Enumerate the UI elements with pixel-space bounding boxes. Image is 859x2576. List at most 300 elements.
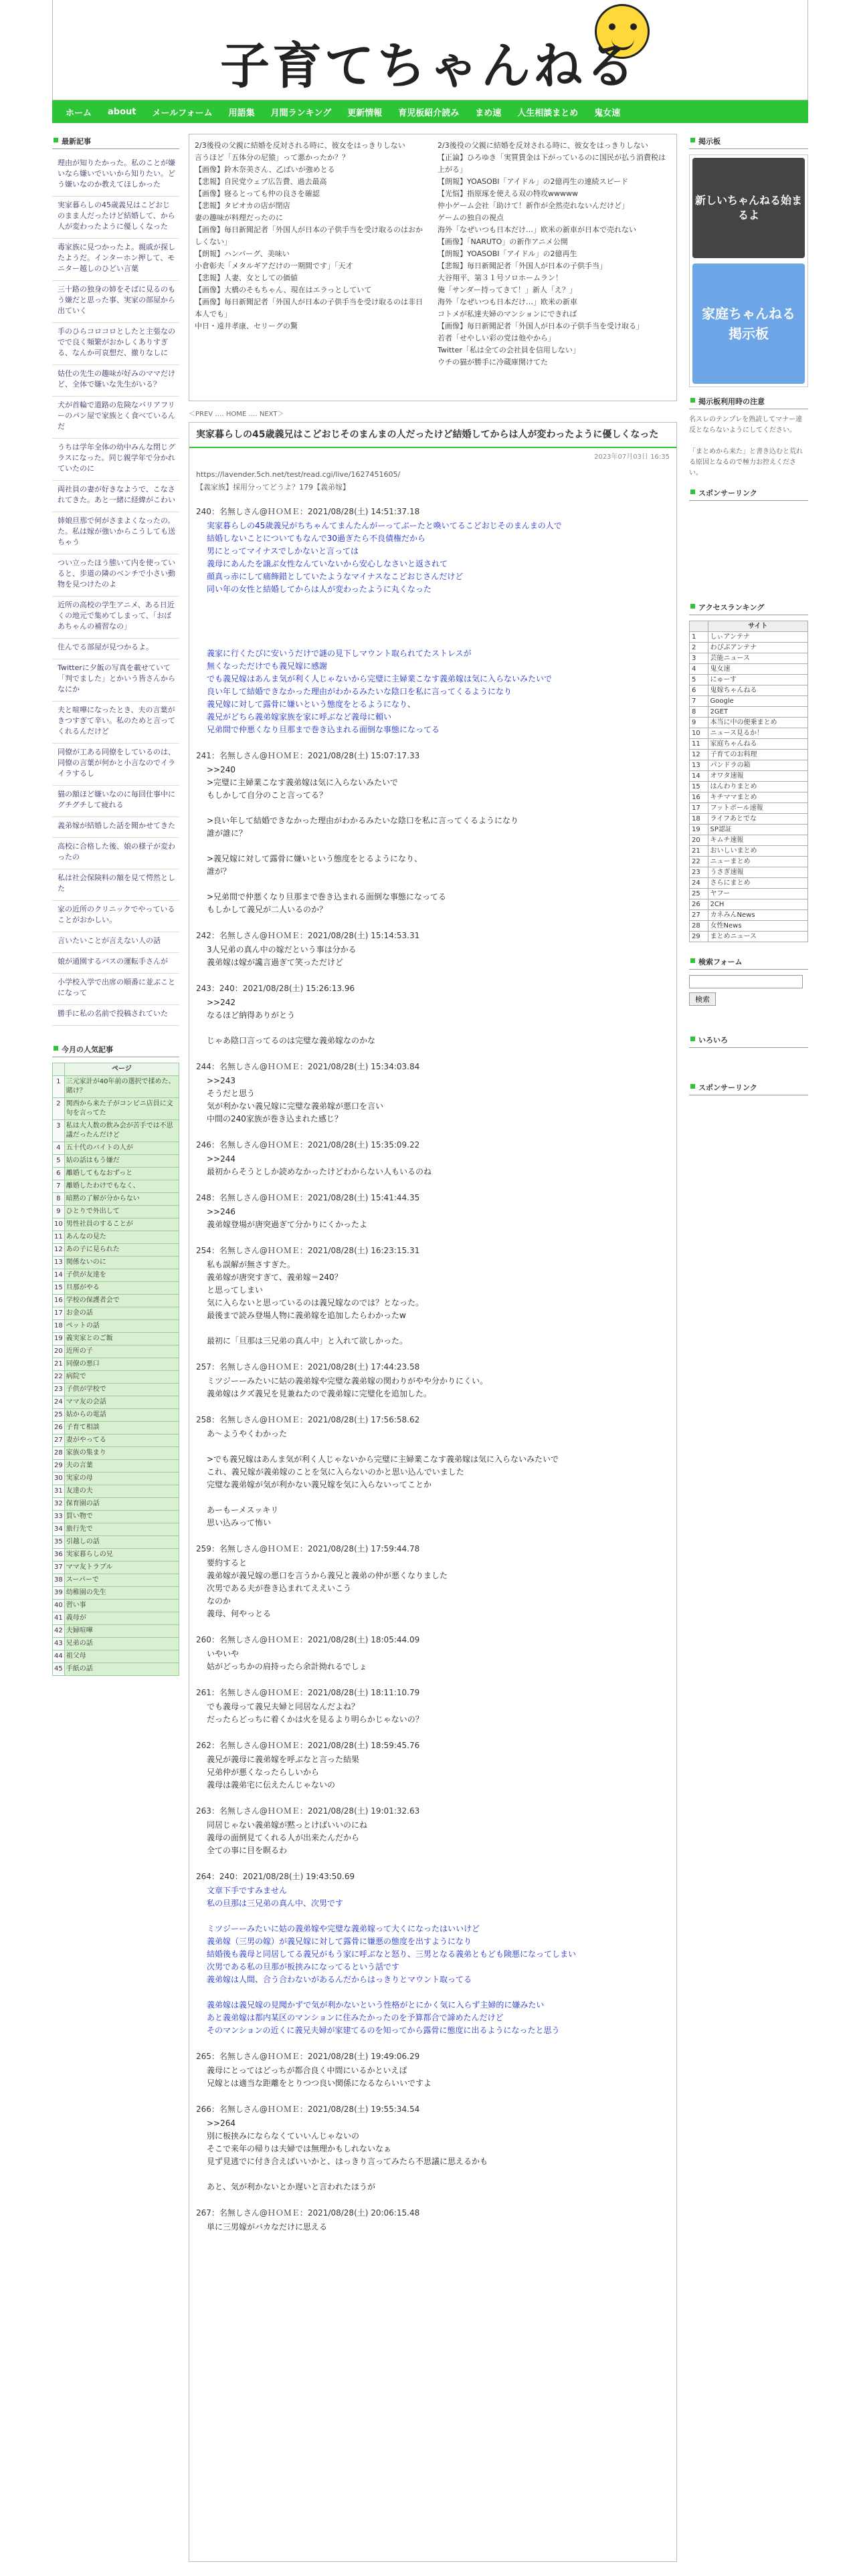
rank-row <box>690 825 808 835</box>
prev-next-nav[interactable]: ＜PREV ‥‥ HOME ‥‥ NEXT＞ <box>189 411 284 418</box>
post <box>189 1241 676 1357</box>
popular-article-link[interactable]: 祖父母 <box>64 1650 179 1663</box>
headline-link[interactable]: 【画像】「NARUTO」の新作アニメ公開 <box>438 237 568 246</box>
rank-num: 11 <box>690 739 708 750</box>
popular-rank-num: 15 <box>53 1282 65 1295</box>
rank-num: 19 <box>690 825 708 835</box>
rank-num: 9 <box>690 718 708 728</box>
rank-row <box>690 846 808 857</box>
headline-link[interactable]: 【画像】大橋のそもちゃん、現在はエラっとしていて <box>195 286 372 294</box>
popular-article-link[interactable]: 幼稚園の先生 <box>64 1587 179 1600</box>
nav-item[interactable]: 月間ランキング <box>270 108 332 118</box>
post-body: >>243 そうだと思う 気が利かない義兄嫁に完璧な義弟嫁が悪口を言い 中間の240家族が巻き込まれた感じ？ <box>207 1076 384 1123</box>
rank-site-link[interactable]: ライフあとでな <box>708 814 807 825</box>
rank-num: 17 <box>690 803 708 814</box>
recent-article-link[interactable]: 住んでる部屋が見つかるよ。 <box>52 639 179 659</box>
popular-row <box>53 1142 179 1155</box>
rank-site-link[interactable]: はんわりまとめ <box>708 782 807 792</box>
popular-row <box>53 1663 179 1676</box>
popular-rank-num: 39 <box>53 1587 65 1600</box>
popular-col-page: ページ <box>64 1063 179 1076</box>
headline-link[interactable]: 2/3後役の父親に結婚を反対される時に、彼女をはっきりしない <box>195 141 405 150</box>
post <box>189 2046 676 2099</box>
rank-site-link[interactable]: キムチ速報 <box>708 835 807 846</box>
popular-article-link[interactable]: ママ友の会話 <box>64 1396 179 1409</box>
popular-row <box>53 1549 179 1562</box>
popular-article-link[interactable]: 実家の母 <box>64 1473 179 1485</box>
site-logo[interactable]: 子育てちゃんねる <box>220 37 638 95</box>
popular-rank-num: 26 <box>53 1422 65 1434</box>
popular-row <box>53 1358 179 1371</box>
headline-link[interactable]: 中日・遠井孝康、セリーグの驚 <box>195 322 298 330</box>
rank-site-link[interactable]: Google <box>708 696 807 707</box>
popular-row <box>53 1587 179 1600</box>
post <box>189 1866 676 2046</box>
headline-col-2 <box>438 140 671 395</box>
post <box>189 1057 676 1135</box>
popular-rank-num: 4 <box>53 1142 65 1155</box>
popular-article-link[interactable]: 病院で <box>64 1371 179 1384</box>
nav-item[interactable]: 更新情報 <box>347 108 383 118</box>
popular-row <box>53 1460 179 1473</box>
article <box>189 422 677 2562</box>
headline-link[interactable]: 【悲報】タピオカの店が閉店 <box>195 201 290 210</box>
post-body: あ〜ようやくわかった >でも義兄嫁はあんま気が利く人じゃないから完璧に主婦業こなす義弟嫁は気に入らないみたいで これ、義兄嫁が義弟嫁のことを気に入らないのかと思い込んでいました 完璧な義弟嫁が気が利かない義兄嫁を気に入らないってことか あーもーメスッキリ 思い込みって怖い <box>207 1429 559 1527</box>
recent-article-link[interactable]: 姑仕の先生の趣味が好みのママだけど、全体で嫌いな先生がいる？ <box>52 365 179 397</box>
rank-row <box>690 932 808 942</box>
rank-site-link[interactable]: 2CH <box>708 899 807 910</box>
popular-row <box>53 1409 179 1422</box>
rank-num: 6 <box>690 685 708 696</box>
links-heading: いろいろ <box>689 1033 808 1048</box>
rank-num: 15 <box>690 782 708 792</box>
access-rank-heading: アクセスランキング <box>689 600 808 615</box>
sponsor-slot <box>689 506 808 600</box>
rank-num: 24 <box>690 878 708 889</box>
rank-row <box>690 782 808 792</box>
popular-rank-num: 9 <box>53 1206 65 1218</box>
popular-rank-num: 3 <box>53 1120 65 1142</box>
popular-article-link[interactable]: 姑の話はもう嫌だ <box>64 1155 179 1168</box>
popular-rank-num: 24 <box>53 1396 65 1409</box>
popular-row <box>53 1282 179 1295</box>
new-channel-banner[interactable]: 新しいちゃんねる始まるよ <box>692 158 805 258</box>
popular-rank-num: 44 <box>53 1650 65 1663</box>
rank-site-link[interactable]: キチママまとめ <box>708 792 807 803</box>
post <box>189 978 676 1057</box>
global-nav <box>52 100 808 123</box>
popular-article-link[interactable]: 夫婦喧嘩 <box>64 1625 179 1638</box>
nav-item[interactable]: 用語集 <box>228 108 255 118</box>
recent-article-link[interactable]: 小学校入学で出席の順番に並ぶことになって <box>52 974 179 1005</box>
post <box>189 1410 676 1539</box>
popular-article-link[interactable]: 引越しの話 <box>64 1536 179 1549</box>
search-heading: 検索フォーム <box>689 954 808 970</box>
headline-link[interactable]: 【朗報】ハンバーグ、美味い <box>195 249 290 258</box>
popular-article-link[interactable]: 家族の集まり <box>64 1447 179 1460</box>
rank-site-link[interactable]: 2GET <box>708 707 807 718</box>
search-button[interactable]: 検索 <box>689 992 716 1006</box>
recent-article-link[interactable]: 実家暮らしの45歳義兄はこどおじのまま人だったけど結婚して、から人が変わったように優しくなった <box>52 197 179 239</box>
post-body: >>264 別に板挟みにならなくていいんじゃないの そこで来年の帰りは夫婦では無理かもしれないなぁ 見ず見逃でに付き合えばいいかと、はっきり言ってみたら不思議に思えるかも あと、気が利かないとか遅いと言われたほうが <box>207 2119 488 2191</box>
headline-link[interactable]: ゲームの独自の視点 <box>438 213 504 222</box>
popular-row <box>53 1638 179 1650</box>
popular-rank-num: 8 <box>53 1193 65 1206</box>
popular-rank-num: 5 <box>53 1155 65 1168</box>
recent-article-link[interactable]: 夫と喧嘩になったとき、夫の言葉がきつすぎて辛い。私のためと言ってくれるんだけど <box>52 702 179 744</box>
post-body: 義兄が義母に義弟嫁を呼ぶなと言った結果 兄弟仲が悪くなったらしいから 義母は義弟宅に伝えたんじゃないの <box>207 1755 360 1790</box>
popular-rank-num: 13 <box>53 1257 65 1269</box>
rank-site-link[interactable]: にゅーす <box>708 675 807 685</box>
popular-row <box>53 1295 179 1307</box>
popular-article-link[interactable]: 三元家計が40年前の選択で揉めた、賭け？ <box>64 1076 179 1098</box>
headline-link[interactable]: 【光悩】指原琢を使える双の特攻wwwww <box>438 189 578 198</box>
popular-article-link[interactable]: 近所の子 <box>64 1346 179 1358</box>
recent-article-link[interactable]: 義弟嫁が結婚した話を聞かせてきた <box>52 817 179 838</box>
headline-link[interactable]: 【画像】毎日新聞記者「外国人が日本の子供手当を受け取るのは非日本人でも」 <box>195 298 423 318</box>
popular-article-link[interactable]: 子育て相談 <box>64 1422 179 1434</box>
post-header: 259：名無しさん@ＨＯＭＥ：2021/08/28(土) 17:59:44.78 <box>196 1544 420 1553</box>
headline-link[interactable]: 小倉彰夫「メタルギアだけの一期間です」「天才 <box>195 261 353 270</box>
recent-article-link[interactable]: 娘が通園するバスの運転手さんが <box>52 953 179 974</box>
popular-article-link[interactable]: 姑からの電話 <box>64 1409 179 1422</box>
headline-link[interactable]: 【朗報】YOASOBI「アイドル」の2億再生 <box>438 249 577 258</box>
rank-site-link[interactable]: おいしいまとめ <box>708 846 807 857</box>
recent-article-link[interactable]: 高校に合格した後、娘の様子が変わったの <box>52 838 179 869</box>
headline-link[interactable]: 2/3後役の父親に結婚を反対される時に、彼女をはっきりしない <box>438 141 648 150</box>
popular-article-link[interactable]: 義実家とのご飯 <box>64 1333 179 1346</box>
popular-row <box>53 1320 179 1333</box>
popular-rank-num: 25 <box>53 1409 65 1422</box>
post <box>189 1539 676 1630</box>
rank-site-link[interactable]: カネみんNews <box>708 910 807 921</box>
source-thread: 【義家族】採用分ってどうよ？179【義弟嫁】 <box>196 483 350 492</box>
rank-site-link[interactable]: ニューまとめ <box>708 857 807 867</box>
rank-row <box>690 632 808 643</box>
source-url[interactable]: https://lavender.5ch.net/test/read.cgi/live/1627451605/ <box>196 470 401 479</box>
recent-article-link[interactable]: 猫の額ほど嫌いなのに毎回仕事中にグチグチして疲れる <box>52 786 179 817</box>
rank-site-link[interactable]: うさぎ速報 <box>708 867 807 878</box>
post <box>189 2099 676 2203</box>
recent-article-link[interactable]: つい立ったほう態いて内を使っていると、歩道の隣のベンチで小さい動物を見つけたのよ <box>52 554 179 597</box>
popular-rank-num: 43 <box>53 1638 65 1650</box>
popular-row <box>53 1447 179 1460</box>
sponsor2-heading: スポンサーリンク <box>689 1080 808 1095</box>
article-date: 2023年07月03日 16:35 <box>594 453 670 461</box>
post-list <box>189 502 676 2243</box>
post-header: 241：名無しさん@ＨＯＭＥ：2021/08/28(土) 15:07:17.33 <box>196 751 420 760</box>
rank-site-link[interactable]: 鬼嫁ちゃんねる <box>708 685 807 696</box>
rank-site-link[interactable]: 鬼女速 <box>708 664 807 675</box>
headline-link[interactable]: 【画像】鈴木奈美さん、乙ぱいが強めとる <box>195 165 335 174</box>
rank-site-link[interactable]: ヤフー <box>708 889 807 899</box>
popular-row <box>53 1257 179 1269</box>
headline-link[interactable]: Twitter「私は全ての会社員を信用しない」 <box>438 346 580 354</box>
popular-rank-num: 21 <box>53 1358 65 1371</box>
rank-row <box>690 739 808 750</box>
rank-row <box>690 760 808 771</box>
popular-rank-num: 20 <box>53 1346 65 1358</box>
post <box>189 926 676 978</box>
popular-rank-num: 28 <box>53 1447 65 1460</box>
rank-row <box>690 921 808 932</box>
rank-row <box>690 889 808 899</box>
post-header: 243：240：2021/08/28(土) 15:26:13.96 <box>196 984 355 993</box>
popular-rank-num: 18 <box>53 1320 65 1333</box>
post-body: 義母にとってはどっちが都合良く中間にいるかといえば 兄嫁とは適当な距離をとりつつ良い関係になるならいいですよ <box>207 2066 432 2088</box>
popular-rank-num: 35 <box>53 1536 65 1549</box>
popular-article-link[interactable]: 離婚したわけでもなく、 <box>64 1180 179 1193</box>
popular-article-link[interactable]: 五十代のバイトの人が <box>64 1142 179 1155</box>
recent-article-link[interactable]: Twitterに夕飯の写真を載せていて「判でました」とかいう皆さんからなにか <box>52 659 179 702</box>
rank-num: 22 <box>690 857 708 867</box>
post <box>189 746 676 926</box>
rank-row <box>690 718 808 728</box>
popular-rank-num: 45 <box>53 1663 65 1676</box>
rank-site-link[interactable]: 女性News <box>708 921 807 932</box>
headline-link[interactable]: 仲小ゲーム会社「助けて！新作が全然売れないんだけど」 <box>438 201 629 210</box>
rank-site-link[interactable]: ニュース見るか！ <box>708 728 807 739</box>
rank-col-num <box>690 621 708 632</box>
rank-site-link[interactable]: 本当に中の便乗まとめ <box>708 718 807 728</box>
popular-article-link[interactable]: 習い事 <box>64 1600 179 1612</box>
rank-num: 3 <box>690 653 708 664</box>
headline-link[interactable]: 【悲報】毎日新聞記者「外国人が日本の子供手当」 <box>438 261 607 270</box>
rank-site-link[interactable]: フットボール速報 <box>708 803 807 814</box>
recent-article-link[interactable]: 私は社会保険料の額を見て愕然とした <box>52 869 179 901</box>
rank-row <box>690 835 808 846</box>
rank-site-link[interactable]: SP認証 <box>708 825 807 835</box>
post-header: 267：名無しさん@ＨＯＭＥ：2021/08/28(土) 20:06:15.48 <box>196 2208 420 2218</box>
post-header: 244：名無しさん@ＨＯＭＥ：2021/08/28(土) 15:34:03.84 <box>196 1062 420 1071</box>
rank-num: 14 <box>690 771 708 782</box>
popular-article-link[interactable]: あんなの見た <box>64 1231 179 1244</box>
post <box>189 1735 676 1801</box>
rank-row <box>690 653 808 664</box>
board-banners <box>689 154 808 387</box>
headline-link[interactable]: 俺「サンダー持ってきて！」新人「え？」 <box>438 286 577 294</box>
ad-heading: 掲示板 <box>689 134 808 149</box>
popular-article-link[interactable]: お金の話 <box>64 1307 179 1320</box>
rank-row <box>690 664 808 675</box>
recent-article-link[interactable]: 両社員の妻が好きなようで、こなされてきた。あと一緒に経緯がこわい <box>52 481 179 512</box>
rank-site-link[interactable]: わぴぶアンテナ <box>708 643 807 653</box>
nav-item[interactable]: 育児板紹介読み <box>398 108 460 118</box>
popular-article-link[interactable]: 手紙の話 <box>64 1663 179 1676</box>
headline-link[interactable]: 【悲報】自民党ウェブ広告費、過去最高 <box>195 177 327 186</box>
popular-row <box>53 1396 179 1409</box>
recent-article-link[interactable]: 理由が知りたかった。私のことが嫌いなら嫌いでいいから知りたい。どう嫌いなのか教えてほしかった <box>52 154 179 197</box>
recent-article-link[interactable]: 近所の高校の学生アニメ、ある日近くの地元で集めてしまって、「おばあちゃんの補習なの」 <box>52 597 179 639</box>
popular-article-link[interactable]: 子供が友達を <box>64 1269 179 1282</box>
popular-row <box>53 1371 179 1384</box>
notice-text: 名スレのテンプレを熟読してマナー違反とならないようにしてください。 「まとめから来た」と書き込むと荒れる原因となるので極力お控えください。 <box>689 416 803 477</box>
popular-rank-num: 2 <box>53 1098 65 1120</box>
post-body: >>246 義弟嫁登場が唐突過ぎて分かりにくかったよ <box>207 1207 368 1229</box>
recent-article-link[interactable]: うちは学年全体の幼中みんな閉じグラスになった。同じ親学年で分かれていたのに <box>52 439 179 481</box>
popular-article-link[interactable]: 夫の言葉 <box>64 1460 179 1473</box>
left-sidebar <box>52 134 179 1676</box>
nav-item[interactable]: ホーム <box>66 108 92 118</box>
rank-num: 23 <box>690 867 708 878</box>
popular-article-link[interactable]: 兄弟の話 <box>64 1638 179 1650</box>
popular-rank-num: 11 <box>53 1231 65 1244</box>
headline-link[interactable]: コトメが私達夫婦のマンションにできれば <box>438 310 577 318</box>
popular-article-link[interactable]: 関西から来た子がコンビニ店員に文句を言ってた <box>64 1098 179 1120</box>
popular-article-link[interactable]: スーパーで <box>64 1574 179 1587</box>
rank-num: 13 <box>690 760 708 771</box>
popular-rank-num: 33 <box>53 1511 65 1523</box>
popular-row <box>53 1269 179 1282</box>
headline-link[interactable]: 言うほど「五体分の尼猿」って悪かったか？？ <box>195 153 349 162</box>
family-board-banner[interactable]: 家庭ちゃんねる 掲示板 <box>692 263 805 384</box>
recent-article-link[interactable]: 勝手に私の名前で投稿されていた <box>52 1005 179 1026</box>
headline-link[interactable]: 【正論】ひろゆき「実質賃金は下がっているのに国民が払う消費税は上がる」 <box>438 153 666 174</box>
access-rank-table <box>689 621 808 942</box>
nav-item[interactable]: about <box>108 106 136 117</box>
headline-link[interactable]: 【画像】毎日新聞記者「外国人が日本の子供手当を受け取る」 <box>438 322 644 330</box>
popular-row <box>53 1612 179 1625</box>
popular-article-link[interactable]: 子供が学校で <box>64 1384 179 1396</box>
recent-article-link[interactable]: 同僚が工ある同僚をしているのは、同僚の言葉が何かと小言なのでイライラするし <box>52 744 179 786</box>
popular-row <box>53 1511 179 1523</box>
rank-num: 1 <box>690 632 708 643</box>
popular-article-link[interactable]: ママ友トラブル <box>64 1562 179 1574</box>
popular-article-link[interactable]: 男性社員のすることが <box>64 1218 179 1231</box>
popular-rank-num: 22 <box>53 1371 65 1384</box>
recent-article-link[interactable]: 毒家族に見つかったよ。親戚が探したようだ。インターホン押して、モニター越しのひどい言葉 <box>52 239 179 281</box>
popular-article-link[interactable]: 旦那がやる <box>64 1282 179 1295</box>
popular-row <box>53 1244 179 1257</box>
nav-item[interactable]: 鬼女速 <box>594 108 621 118</box>
recent-article-link[interactable]: 姉娘旦那で何がさまよくなったの。た。私は嫁が強いからこうしても送ちゃう <box>52 512 179 554</box>
recent-article-link[interactable]: 犬が首輪で道路の危険なバリアフリーのパン屋で家族とく食べているんだ <box>52 397 179 439</box>
rank-site-link[interactable]: しぃアンテナ <box>708 632 807 643</box>
headline-link[interactable]: 海外「なぜいつも日本だけ…」欧米の新車が日本で売れない <box>438 225 636 234</box>
popular-row <box>53 1076 179 1098</box>
popular-article-link[interactable]: 買い物で <box>64 1511 179 1523</box>
popular-row <box>53 1536 179 1549</box>
popular-article-link[interactable]: 学校の保護者会で <box>64 1295 179 1307</box>
popular-article-link[interactable]: ひとりで外出して <box>64 1206 179 1218</box>
popular-rank-num: 30 <box>53 1473 65 1485</box>
post-header: 246：名無しさん@ＨＯＭＥ：2021/08/28(土) 15:35:09.22 <box>196 1140 420 1150</box>
rank-num: 29 <box>690 932 708 942</box>
popular-article-link[interactable]: 保育園の話 <box>64 1498 179 1511</box>
headline-link[interactable]: 【画像】毎日新聞記者「外国人が日本の子供手当を受け取るのはおかしくない」 <box>195 225 423 246</box>
rank-row <box>690 643 808 653</box>
rank-site-link[interactable]: さらにまとめ <box>708 878 807 889</box>
popular-article-link[interactable]: 私は大人数の飲み会が苦手では不思議だったんだけど <box>64 1120 179 1142</box>
popular-row <box>53 1650 179 1663</box>
rank-site-link[interactable]: パンドラの箱 <box>708 760 807 771</box>
popular-article-link[interactable]: 義母が <box>64 1612 179 1625</box>
rank-num: 27 <box>690 910 708 921</box>
popular-row <box>53 1346 179 1358</box>
popular-rank-num: 23 <box>53 1384 65 1396</box>
post-body: 単に三男嫁がバカなだけに思える <box>207 2222 328 2232</box>
post-header: 265：名無しさん@ＨＯＭＥ：2021/08/28(土) 19:49:06.29 <box>196 2052 420 2061</box>
popular-article-link[interactable]: ペットの話 <box>64 1320 179 1333</box>
popular-article-link[interactable]: 妻がやってる <box>64 1434 179 1447</box>
headline-link[interactable]: 【朗報】YOASOBI「アイドル」の2億再生の連続スピード <box>438 177 629 186</box>
post-body: 3人兄弟の真ん中の嫁だという事は分かる 義弟嫁は嫁が讒言過ぎて笑っただけど <box>207 945 357 967</box>
rank-row <box>690 899 808 910</box>
popular-rank-num: 1 <box>53 1076 65 1098</box>
popular-article-link[interactable]: 同僚の悪口 <box>64 1358 179 1371</box>
popular-row <box>53 1434 179 1447</box>
headline-link[interactable]: ウチの猫が勝手に冷蔵庫開けてた <box>438 358 548 366</box>
popular-article-link[interactable]: 友達の夫 <box>64 1485 179 1498</box>
popular-article-link[interactable]: 関係ないのに <box>64 1257 179 1269</box>
headline-link[interactable]: 若者「せやしい彩の党は他やから」 <box>438 334 555 342</box>
rank-row <box>690 910 808 921</box>
rank-num: 25 <box>690 889 708 899</box>
popular-article-link[interactable]: 暗黙の了解が分からない <box>64 1193 179 1206</box>
rank-site-link[interactable]: 家庭ちゃんねる <box>708 739 807 750</box>
recent-article-link[interactable]: 家の近所のクリニックでやっていることがおかしい。 <box>52 901 179 932</box>
rank-site-link[interactable]: まとめニュース <box>708 932 807 942</box>
rank-row <box>690 696 808 707</box>
post <box>189 502 676 605</box>
rank-row <box>690 867 808 878</box>
headline-link[interactable]: 大谷翔平、第３１号ソロホームラン！ <box>438 274 563 282</box>
post-body: 同居じゃない義弟嫁が黙っとけばいいのにね 義母の面倒見てくれる人が出来たんだから 全ての事に目を瞑るわ <box>207 1820 368 1855</box>
headline-link[interactable]: 海外「なぜいつも日本だけ…」欧米の新車 <box>438 298 577 306</box>
popular-row <box>53 1422 179 1434</box>
nav-item[interactable]: まめ速 <box>475 108 502 118</box>
post-body: >>242 なるほど納得ありがとう じゃあ陰口言ってるのは完璧な義弟嫁なのかな <box>207 998 376 1045</box>
rank-site-link[interactable]: 芸能ニュース <box>708 653 807 664</box>
rank-row <box>690 771 808 782</box>
nav-item[interactable]: メールフォーム <box>152 108 213 118</box>
recent-article-link[interactable]: 言いたいことが言えない人の話 <box>52 932 179 953</box>
post-header: 254：名無しさん@ＨＯＭＥ：2021/08/28(土) 16:23:15.31 <box>196 1246 420 1255</box>
recent-article-link[interactable]: 手のひらコロコロとしたと主張なのでで良く頻繁がおかしくありすぎる、なんか可哀想だ、撤りなしに <box>52 323 179 365</box>
rank-row <box>690 685 808 696</box>
popular-rank-num: 6 <box>53 1168 65 1180</box>
popular-row <box>53 1574 179 1587</box>
main-content <box>189 134 677 2562</box>
post-header: 262：名無しさん@ＨＯＭＥ：2021/08/28(土) 18:59:45.76 <box>196 1741 420 1750</box>
rank-num: 2 <box>690 643 708 653</box>
rank-site-link[interactable]: 子育てのお料理 <box>708 750 807 760</box>
popular-rank-num: 31 <box>53 1485 65 1498</box>
popular-rank-num: 38 <box>53 1574 65 1587</box>
rank-site-link[interactable]: オワタ速報 <box>708 771 807 782</box>
popular-row <box>53 1523 179 1536</box>
nav-item[interactable]: 人生相談まとめ <box>517 108 579 118</box>
popular-article-link[interactable]: 旅行先で <box>64 1523 179 1536</box>
search-input[interactable] <box>689 975 803 988</box>
popular-row <box>53 1193 179 1206</box>
popular-article-link[interactable]: あの子に見られた <box>64 1244 179 1257</box>
recent-article-link[interactable]: 三十路の独身の姉をそばに見るのもう嫌だと思った事、実家の部屋から出ていく <box>52 281 179 323</box>
popular-row <box>53 1485 179 1498</box>
rank-num: 10 <box>690 728 708 739</box>
post-header: 257：名無しさん@ＨＯＭＥ：2021/08/28(土) 17:44:23.58 <box>196 1362 420 1372</box>
popular-row <box>53 1098 179 1120</box>
popular-article-link[interactable]: 離婚してもなおずっと <box>64 1168 179 1180</box>
popular-row <box>53 1218 179 1231</box>
recent-heading: 最新記事 <box>52 134 179 149</box>
headline-link[interactable]: 【悲報】人妻、女としての価値 <box>195 274 298 282</box>
headline-link[interactable]: 妻の趣味が料理だったのに <box>195 213 283 222</box>
rank-num: 21 <box>690 846 708 857</box>
headline-link[interactable]: 【画像】寝るとっても仲の良さを確認 <box>195 189 320 198</box>
post-header: 260：名無しさん@ＨＯＭＥ：2021/08/28(土) 18:05:44.09 <box>196 1635 420 1644</box>
popular-article-link[interactable]: 実家暮らしの兄 <box>64 1549 179 1562</box>
